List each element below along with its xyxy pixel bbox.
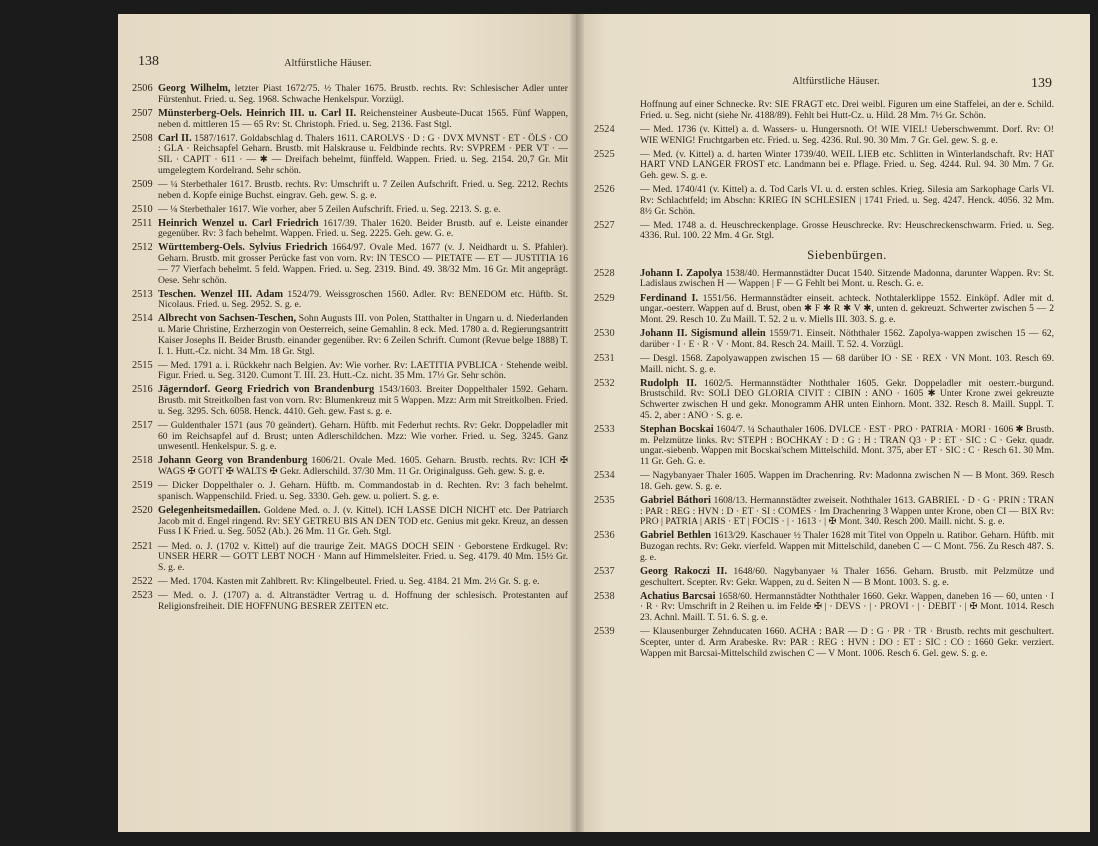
entry-number: 2511: [132, 217, 153, 229]
entry-text: — Med. 1704. Kasten mit Zahlbrett. Rv: Klingelbeutel. Fried. u. Seg. 4184. 21 Mm. 2½ Gr. S. g. e.: [158, 576, 540, 588]
entry-heading: Ferdinand I.: [640, 292, 699, 304]
catalog-entry: [132, 421, 568, 453]
catalog-entry: [594, 184, 1054, 217]
entry-heading: Johann I. Zapolya: [640, 267, 723, 279]
entry-number: 2535: [594, 494, 615, 506]
entry-number: 2512: [132, 242, 153, 254]
entry-number: 2513: [132, 288, 153, 300]
entry-text: Goldene Med. o. J. (v. Kittel). ICH LASSE DICH NICHT etc. Der Patriarch Jacob mit d. Engel ringend. Rv: SEY GETREU BIS AN DEN TOD etc. Genius mit gekr. Kreuz, an dessen Fuss I K Fried. u. Seg. 5052 (Ab.). 26 Mm. 11 Gr. Geh. Stgl.: [158, 505, 568, 538]
catalog-entry: [132, 180, 568, 201]
catalog-entry: [132, 456, 568, 477]
catalog-entry: [594, 530, 1054, 563]
entry-text: 1538/40. Hermannstädter Ducat 1540. Sitzende Madonna, darunter Wappen. Rv: St. Ladislaus zwischen H — Wappen | F — G Fehlt bei Mont. u. Resch. G. e.: [640, 267, 1054, 290]
entry-text: Hoffnung auf einer Schnecke. Rv: SIE FRAGT etc. Drei weibl. Figuren um eine Staffelei, an der e. Schild. Fried. u. Seg. nicht (siehe Nr. 4188/89). Fehlt bei Hutt-Cz. u. Hild. 28 Mm. 7½ Gr. Schön.: [640, 99, 1054, 121]
entry-text: 1559/71. Einseit. Nöththaler 1562. Zapolya-wappen zwischen 15 — 62, darüber · I · E · R · V · Mont. 84. Resch 24. Maill. T. 52. 4. Vorzügl.: [640, 328, 1054, 350]
entry-text: — Nagybanyaer Thaler 1605. Wappen im Drachenring. Rv: Madonna zwischen N — B Mont. 369. Resch 18. Geh. gew. S. g. e.: [640, 470, 1054, 492]
catalog-entry: [132, 481, 568, 502]
entry-text: — Med. o. J. (1707) a. d. Altranstädter Vertrag u. d. Hoffnung der schlesisch. Protestanten auf Religionsfreiheit. DIE HOFFNUNG BESRER ZEITEN etc.: [158, 590, 568, 612]
entry-text: 1617/39. Thaler 1620. Beider Brustb. auf e. Leiste einander gegenüber. Rv: 3 fach behelmt. Wappen. Fried. u. Seg. 2225. Geh. gew. G. e.: [158, 217, 568, 240]
entry-text: letzter Piast 1672/75. ½ Thaler 1675. Brustb. rechts. Rv: Schlesischer Adler unter Fürstenhut. Fried. u. Seg. 1968. Schwache Henkelspur. Vorzügl.: [158, 83, 568, 105]
entry-number: 2514: [132, 313, 153, 325]
catalog-entry: [594, 219, 1054, 242]
entry-number: 2520: [132, 505, 153, 517]
catalog-entry: [594, 626, 1054, 659]
continued-entry: [640, 100, 1054, 121]
entry-number: 2526: [594, 184, 615, 196]
entry-text: — Med. 1791 a. i. Rückkehr nach Belgien. Av: Wie vorher. Rv: LAETITIA PVBLICA · Stehende weibl. Figur. Fried. u. Seg. 3120. Cumont T. III. 23. Hutt.-Cz. nicht. 35 Mm. 17⅓ Gr. Sehr schön.: [158, 359, 568, 382]
running-head: Altfürstliche Häuser.: [792, 76, 880, 87]
catalog-entry: [594, 352, 1054, 375]
catalog-entry: [594, 590, 1054, 624]
catalog-entry: [594, 423, 1054, 468]
book-gutter: [570, 14, 584, 832]
entry-text: 1524/79. Weissgroschen 1560. Adler. Rv: BENEDOM etc. Hüftb. St. Nicolaus. Fried. u. Seg. 2952. S. g. e.: [158, 288, 568, 311]
catalog-entry: [594, 292, 1054, 326]
entry-heading: Georg Wilhelm,: [158, 83, 231, 94]
entry-number: 2523: [132, 590, 153, 602]
entry-heading: Albrecht von Sachsen-Teschen,: [158, 313, 297, 325]
entry-text: Sohn Augusts III. von Polen, Statthalter in Ungarn u. d. Niederlanden u. Marie Christine, Erzherzogin von Oesterreich, seine Gemahlin. 8 eck. Med. 1780 a. d. Regierungsantritt Kaiser Josephs II. Beider Brustb. einander gegenüber. Rv: 6 Zeilen Schrift. Cumont (Revue belge 1888) T. I. 1. Hutt.-Cz. nicht. 34 Mm. 18 Gr. Stgl.: [158, 313, 568, 357]
book-spread: [118, 14, 1090, 832]
entry-number: 2509: [132, 178, 153, 190]
catalog-entry: [132, 506, 568, 538]
entry-heading: Münsterberg-Oels. Heinrich III. u. Carl II.: [158, 107, 357, 119]
catalog-column: [594, 99, 1055, 663]
catalog-entry: [132, 290, 568, 311]
catalog-entry: [132, 577, 568, 588]
entry-number: 2530: [594, 328, 615, 339]
catalog-entry: [594, 494, 1055, 528]
catalog-entry: [132, 243, 568, 286]
entry-number: 2528: [594, 267, 615, 279]
entry-number: 2527: [594, 219, 615, 231]
entry-text: — Med. 1740/41 (v. Kittel) a. d. Tod Carls VI. u. d. ersten schles. Krieg. Silesia am Sarkophage Carls VI. Rv: Schlachtfeld; im Abschn: KRIEG IN SCHLESIEN | 1741 Fried. u. Seg. 4247. Henck. 4056. 32 Mm. 8½ Gr. Schön.: [640, 184, 1054, 217]
entry-text: — Desgl. 1568. Zapolyawappen zwischen 15 — 68 darüber IO · SE · REX · VN Mont. 103. Resch 69. Maill. nicht. S. g. e.: [640, 352, 1054, 375]
entry-number: 2518: [132, 455, 153, 467]
entry-heading: Johann Georg von Brandenburg: [158, 455, 308, 467]
entry-number: 2522: [132, 576, 153, 588]
entry-text: 1606/21. Ovale Med. 1605. Geharn. Brustb. rechts. Rv: ICH ✠ WAGS ✠ GOTT ✠ WALTS ✠ Gekr. Adlerschild. 37/30 Mm. 11 Gr. Originalguss. Geh. gew. S. g. e.: [158, 455, 568, 478]
entry-number: 2519: [132, 480, 153, 492]
catalog-entry: [594, 470, 1054, 492]
entry-heading: Johann II. Sigismund allein: [640, 328, 766, 339]
entry-number: 2525: [594, 148, 615, 160]
entry-number: 2506: [132, 83, 153, 94]
entry-text: 1604/7. ¼ Schauthaler 1606. DVLCE · EST · PRO · PATRIA · MORI · 1606 ✱ Brustb. m. Pelzmütze links. Rv: STEPH : BOCHKAY : D : G : H : TRAN Q3 · P : ET · SIC : C · Gekr. quadr. ungar.-siebenb. Wappen mit Bocskai'schem Mittelschild. Mont. 375, aber ET · SIC : C · Resch 61. 30 Mm. 11 Gr. Geh. G. e.: [640, 423, 1054, 467]
entry-text: — Dicker Doppelthaler o. J. Geharn. Hüftb. m. Commandostab in d. Rechten. Rv: 3 fach behelmt. spanisch. Wappenschild. Fried. u. Seg. 3330. Geh. gew. u. poliert. S. g. e.: [158, 480, 568, 502]
entry-group: [594, 267, 1055, 660]
entry-text: 1658/60. Hermannstädter Noththaler 1660. Gekr. Wappen, daneben 16 — 60, unten · I · R · Rv: Umschrift in 2 Reihen u. im Felde ✠ | · DEVS · | · PROVI · | · DEBIT · | ✠ Mont. 1014. Resch 23. Achnl. Maill. T. 51. 6. S. g. e.: [640, 590, 1054, 623]
entry-number: 2534: [594, 470, 615, 481]
entry-heading: Teschen. Wenzel III. Adam: [158, 288, 284, 300]
entry-heading: Carl II.: [158, 132, 192, 144]
entry-heading: Gabriel Bethlen: [640, 530, 712, 542]
catalog-entry: [594, 377, 1055, 422]
entry-number: 2539: [594, 626, 615, 638]
page-number: 138: [138, 54, 159, 69]
catalog-entry: [132, 205, 568, 216]
left-page: [118, 14, 580, 832]
entry-heading: Rudolph II.: [640, 377, 697, 389]
right-page: [576, 14, 1090, 832]
catalog-entry: [132, 385, 568, 417]
entry-group: [594, 123, 1054, 242]
catalog-entry: [132, 109, 568, 130]
catalog-entry: [132, 542, 568, 574]
entry-text: — ¼ Sterbethaler 1617. Brustb. rechts. Rv: Umschrift u. 7 Zeilen Aufschrift. Fried. u. Seg. 2212. Rechts neben d. Kopfe einige Buchst. eingrav. Geh. gew. S. g. e.: [158, 178, 568, 201]
entry-heading: Württemberg-Oels. Sylvius Friedrich: [158, 242, 328, 254]
entry-text: 1613/29. Kaschauer ½ Thaler 1628 mit Titel von Oppeln u. Ratibor. Geharn. Hüftb. mit Buzogan rechts. Rv: Gekr. vierfeld. Wappen mit Mittelschild, daneben C — C Mont. 756. Zu Resch 487. S. g. e.: [640, 530, 1054, 563]
entry-text: 1664/97. Ovale Med. 1677 (v. J. Neidhardt u. S. Pfahler). Geharn. Brustb. mit grosser Perücke fast von vorn. Rv: IN TESCO — PIETATE — ET — JUSTITIA 16 — 77 Vierfach behelmt. 5 feld. Wappen. Fried. u. Seg. 2319. Bind. 49. 38/32 Mm. 16 Gr. Mit angeprägt. Oese. Sehr schön.: [158, 242, 568, 286]
entry-number: 2507: [132, 107, 153, 119]
entry-text: — Med. (v. Kittel) a. d. harten Winter 1739/40. WEIL LIEB etc. Schlitten in Winterlandschaft. Rv: HAT HART VND LANGER FROST etc. Landmann bei e. Pflage. Fried. u. Seg. 4244. Rul. 94. 30 Mm. 7 Gr. Geh. gew. S. g. e.: [640, 148, 1054, 181]
entry-number: 2517: [132, 419, 153, 431]
entry-text: 1648/60. Nagybanyaer ¼ Thaler 1656. Geharn. Brustb. mit Pelzmütze und geschultert. Scepter. Rv: Gekr. Wappen, zu d. Seiten N — B Mont. 1003. S. g. e.: [640, 565, 1054, 588]
catalog-column: [132, 84, 568, 616]
entry-text: — Klausenburger Zehnducaten 1660. ACHA : BAR — D : G · PR · TR · Brustb. rechts mit geschultert. Scepter, unter d. Arm Arabeske. Rv: PAR : REG : HVN : DO : ET : SIC : CO : 1660 Gekr. verziert. Wappen mit Barcsai-Mittelschild zwischen C — V Mont. 1006. Resch 6. Gel. gew. S. g. e.: [640, 626, 1054, 659]
entry-text: 1551/56. Hermannstädter einseit. achteck. Nothtalerklippe 1552. Einköpf. Adler mit d. ungar.-oesterr. Wappen auf d. Brust, oben ✱ F ✱ R ✱ V ✱, unten d. gekreuzt. Schwerter zwischen 5 — 2 Mont. 29. Resch 10. Zu Maill. T. 52. 2 u. v. Miells III. 303. S. g. e.: [640, 292, 1054, 325]
entry-number: 2521: [132, 540, 153, 552]
entry-number: 2524: [594, 123, 615, 135]
catalog-entry: [594, 565, 1054, 588]
entry-text: 1608/13. Hermannstädter zweiseit. Noththaler 1613. GABRIEL · D · G · PRIN : TRAN : PAR : REG : HVN : D · ET · SI : COMES · Im Drachenring 3 Wappen unter Krone, oben CI — BIX Rv: PRO | PATRIA | ARIS · ET | FOCIS · | · 1613 · | ✠ Mont. 340. Resch 200. Maill. nicht. S. g. e.: [640, 494, 1055, 528]
catalog-entry: [594, 123, 1054, 146]
entry-heading: Heinrich Wenzel u. Carl Friedrich: [158, 217, 319, 229]
entry-text: Reichensteiner Ausbeute-Ducat 1565. Fünf Wappen, neben d. mittleren 15 — 65 Rv: St. Christoph. Fried. u. Seg. 2136. Fast Stgl.: [158, 107, 568, 130]
entry-number: 2515: [132, 359, 153, 371]
entry-text: — Med. 1748 a. d. Heuschreckenplage. Grosse Heuschrecke. Rv: Heuschreckenschwarm. Fried. u. Seg. 4336. Rul. 100. 22 Mm. 4 Gr. Stgl.: [640, 219, 1054, 242]
catalog-entry: [132, 314, 568, 357]
catalog-entry: [132, 134, 568, 177]
entry-heading: Gabriel Báthori: [640, 494, 711, 506]
entry-text: 1543/1603. Breiter Doppelthaler 1592. Geharn. Brustb. mit Streitkolben fast von vorn. Rv: Blumenkreuz mit 5 Wappen. Mzz: Arm mit Streitkolben. Fried. u. Seg. 3295. Sch. 6058. Henck. 4410. Geh. gew. Fast s. g. e.: [158, 384, 569, 417]
entry-number: 2538: [594, 590, 615, 602]
entry-text: — Med. 1736 (v. Kittel) a. d. Wassers- u. Hungersnoth. O! WIE VIEL! Ueberschwemmt. Dorf. Rv: O! WIE WENIG! Fruchtgarben etc. Fried. u. Seg. 4236. Rul. 90. 30 Mm. 7 Gr. Gel. gew. S. g. e.: [640, 123, 1054, 146]
entry-number: 2510: [132, 203, 153, 215]
entry-text: 1602/5. Hermannstädter Noththaler 1605. Gekr. Doppeladler mit oesterr.-burgund. Brustschild. Rv: SOLI DEO GLORIA CIVIT : CIBIN : ANO · 1605 ✱ Unter Krone zwei gekreuzte Schwerter zwischen H und gekr. Monogramm AHR unten Einhorn. Mont. 332. Resch 8. Maill. Suppl. T. 45. 2, aber : ANO · S. g. e.: [640, 377, 1055, 421]
entry-heading: Georg Rakoczi II.: [640, 565, 728, 577]
entry-text: — Med. o. J. (1702 v. Kittel) auf die traurige Zeit. MAGS DOCH SEIN · Geborstene Erdkugel. Rv: UNSER HERR — GOTT LEBT NOCH · Mann auf Himmelsleiter. Fried. u. Seg. 4179. 40 Mm. 15½ Gr. S. g. e.: [158, 540, 568, 573]
entry-heading: Stephan Bocskai: [640, 423, 714, 435]
entry-number: 2533: [594, 423, 615, 435]
entry-heading: Achatius Barcsai: [640, 590, 716, 602]
catalog-entry: [594, 328, 1054, 350]
entry-number: 2516: [132, 384, 153, 396]
entry-heading: Gelegenheitsmedaillen.: [158, 505, 261, 517]
entry-number: 2532: [594, 377, 615, 389]
entry-text: — ⅛ Sterbethaler 1617. Wie vorher, aber 5 Zeilen Aufschrift. Fried. u. Seg. 2213. S. g. e.: [158, 203, 501, 215]
entry-heading: Jägerndorf. Georg Friedrich von Brandenburg: [158, 384, 375, 396]
section-title: Siebenbürgen.: [807, 247, 887, 262]
page-number: 139: [1031, 76, 1052, 91]
entry-number: 2508: [132, 132, 153, 144]
catalog-entry: [594, 148, 1054, 182]
entry-number: 2537: [594, 565, 615, 577]
catalog-entry: [594, 267, 1054, 290]
entry-text: — Guldenthaler 1571 (aus 70 geändert). Geharn. Hüftb. mit Federhut rechts. Rv: Gekr. Doppeladler mit 60 im Reichsapfel auf d. Brust; unten Adlerschildchen. Mzz: Wie vorher. Fried. u. Seg. 3245. Ganz unwesentl. Henkelspur. S. g. e.: [158, 419, 568, 453]
catalog-entry: [132, 591, 568, 612]
catalog-entry: [132, 361, 568, 382]
catalog-entry: [132, 219, 568, 240]
entry-number: 2529: [594, 292, 615, 304]
entry-number: 2531: [594, 352, 615, 364]
running-head: Altfürstliche Häuser.: [284, 58, 372, 69]
entry-text: 1587/1617. Goldabschlag d. Thalers 1611. CAROLVS · D : G · DVX MVNST · ET · ÖLS · CO : GLA · Reichsapfel Geharn. Brustb. mit Halskrause u. Feldbinde rechts. Rv: SVPREM · PER VT · — SIL · CAPIT · 611 · — ✱ — Dreifach behelmt, fünffeld. Wappen. Fried. u. Seg. 2154. 20,7 Gr. Mit umgelegtem Kordelrand. Sehr schön.: [158, 132, 568, 176]
catalog-entry: [132, 84, 568, 105]
entry-number: 2536: [594, 530, 615, 542]
